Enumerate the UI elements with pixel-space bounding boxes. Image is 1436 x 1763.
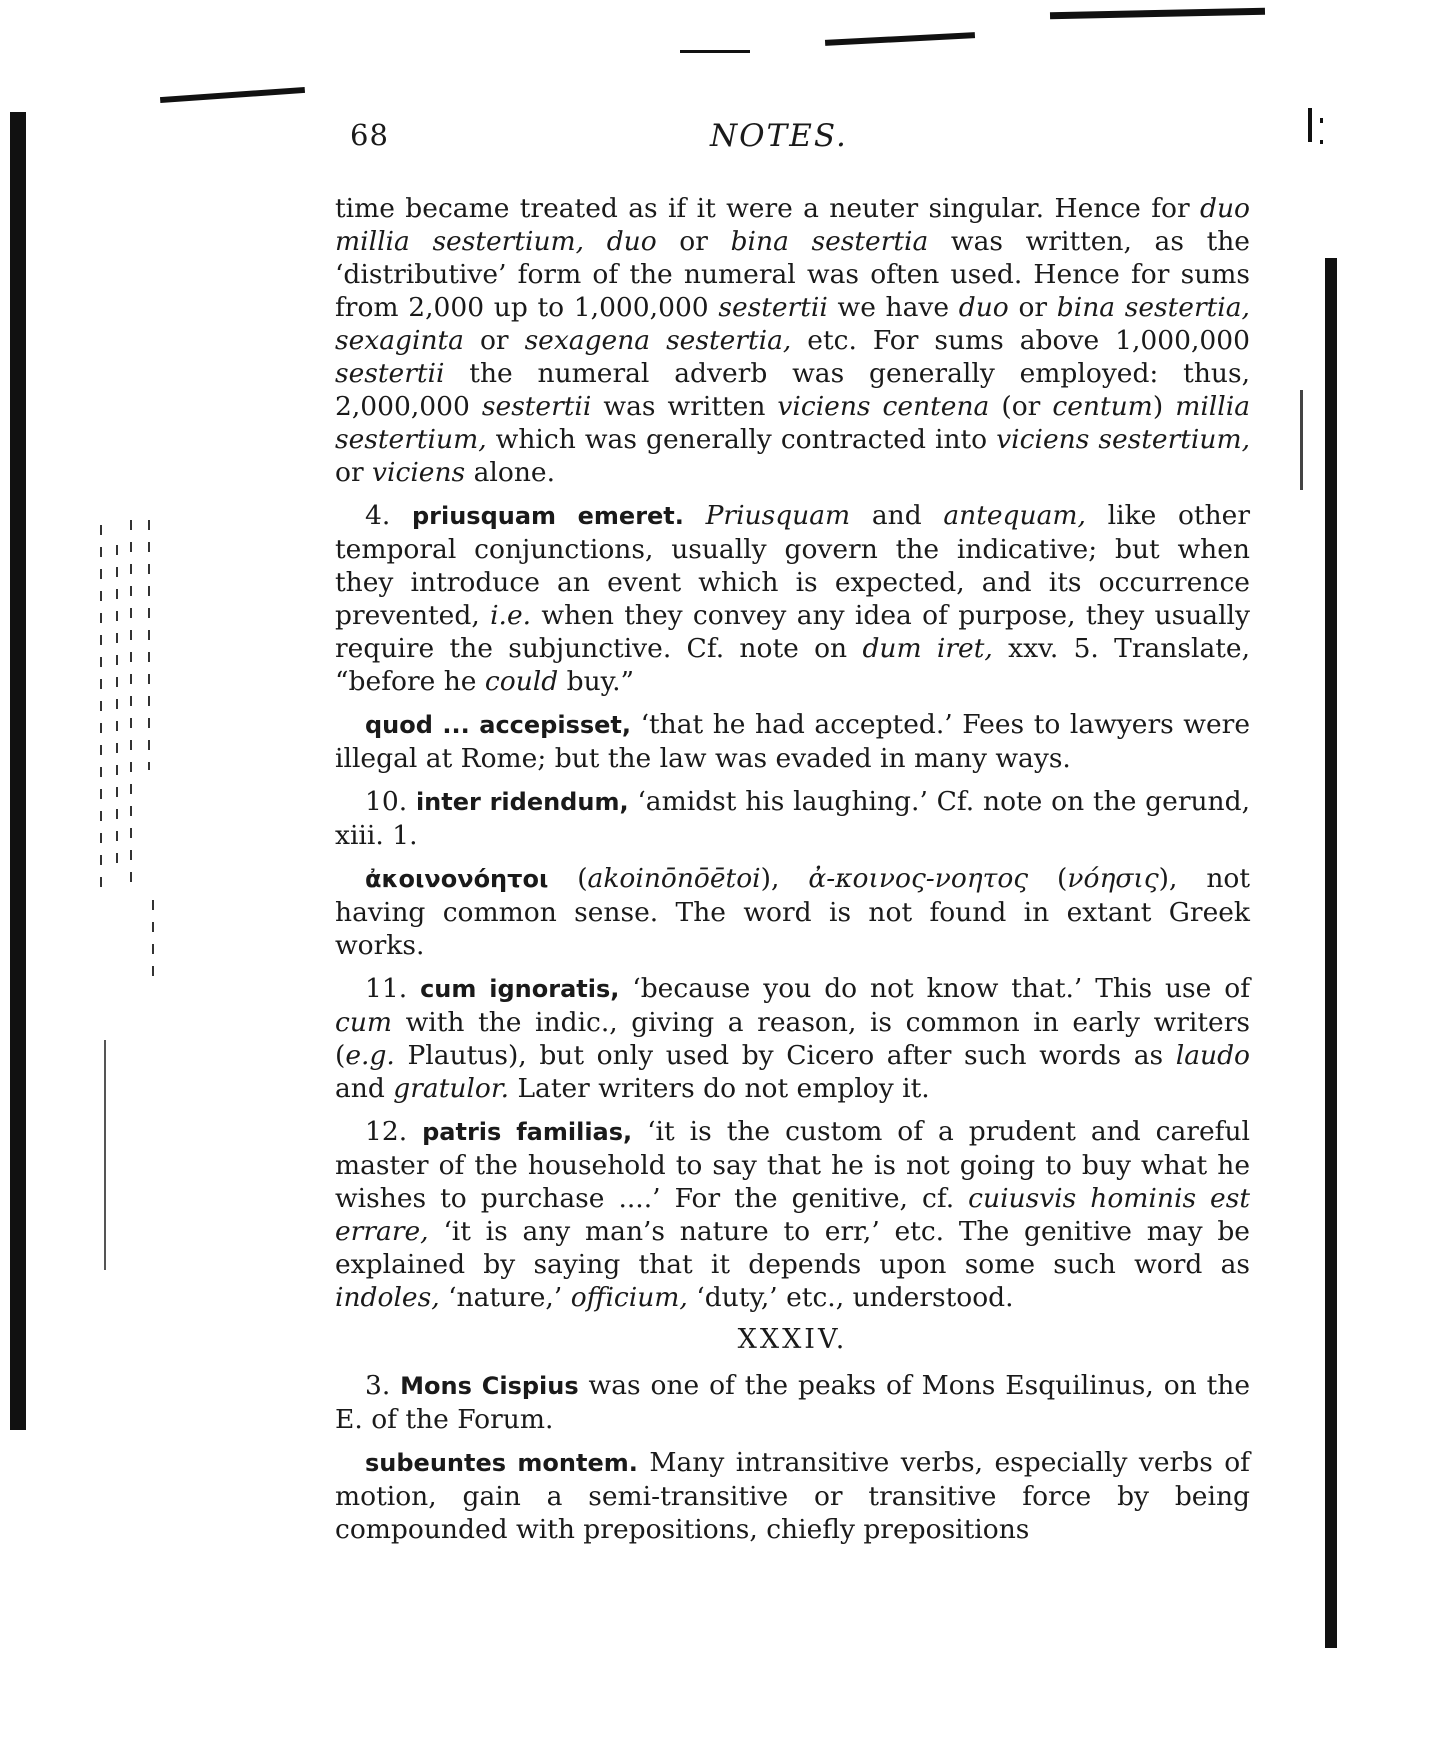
scan-dot-right-1 [1320,118,1323,123]
paragraph-continuation: time became treated as if it were a neuter singular. Hence for duo millia sestertium, duo or bina sestertia was written, as the ‘distributive’ form of the numeral was often used. Hence for sums from 2,000 up to 1,000,000 sestertii we have duo or bina sestertia, sexaginta or sexagena sestertia, etc. For sums above 1,000,000 sestertii the numeral adverb was generally employed: thus, 2,000,000 sestertii was written viciens centena (or centum) millia sestertium, which was generally contracted into viciens sestertium, or viciens alone. [335,193,1251,488]
scan-mark-top-right [1050,8,1265,20]
section-heading: XXXIV. [737,1324,848,1355]
scan-edge-right [1325,258,1337,1648]
lemma: patris familias, [422,1118,633,1146]
scan-dash-column [100,525,102,895]
lemma: priusquam emeret. [411,502,684,530]
notes-body [335,192,1250,1556]
scan-dash-column [130,520,132,885]
scan-edge-left [10,112,26,1430]
scan-mark-right-top [1308,108,1312,142]
lemma: Mons Cispius [400,1372,579,1400]
note-subeuntes-montem: subeuntes montem. Many intransitive verbs, especially verbs of motion, gain a semi-transitive or transitive force by being compounded with prepositions, chiefly prepositions [335,1447,1250,1545]
scan-mark-top-center [825,32,975,46]
scan-dash-column [116,545,118,865]
note-quod-accepisset: quod ... accepisset, ‘that he had accepted.’ Fees to lawyers were illegal at Rome; but the law was evaded in many ways. [335,709,1250,774]
page-header [350,118,1230,168]
note-priusquam-emeret: 4. priusquam emeret. Priusquam and antequam, like other temporal conjunctions, usually govern the indicative; but when they introduce an event which is expected, and its occurrence prevented, i.e. when they convey any idea of purpose, they usually require the subjunctive. Cf. note on dum iret, xxv. 5. Translate, “before he could buy.” [335,500,1251,697]
scan-mark-top-small [680,50,750,53]
note-mons-cispius: 3. Mons Cispius was one of the peaks of Mons Esquilinus, on the E. of the Forum. [335,1370,1251,1435]
running-title: NOTES. [710,118,848,154]
lemma: quod ... accepisset, [365,711,632,739]
lemma: inter ridendum, [415,788,629,816]
note-greek-word: ἀκοινονόητοι (akoinōnōētoi), ἀ-κοινος-νοητος (νόησις), not having common sense. The word is not found in extant Greek works. [335,863,1251,961]
scan-dash-column [152,900,154,980]
lemma: cum ignoratis, [420,975,620,1003]
page-number: 68 [350,118,389,152]
note-inter-ridendum: 10. inter ridendum, ‘amidst his laughing.’ Cf. note on the gerund, xiii. 1. [335,786,1251,851]
lemma: subeuntes montem. [365,1449,638,1477]
note-patris-familias: 12. patris familias, ‘it is the custom of a prudent and careful master of the household to say that he is not going to buy what he wishes to purchase ....’ For the genitive, cf. cuiusvis hominis est errare, ‘it is any man’s nature to err,’ etc. The genitive may be explained by saying that it depends upon some such word as indoles, ‘nature,’ officium, ‘duty,’ etc., understood. [335,1116,1250,1313]
note-cum-ignoratis: 11. cum ignoratis, ‘because you do not know that.’ This use of cum with the indic., giving a reason, is common in early writers (e.g. Plautus), but only used by Cicero after such words as laudo and gratulor. Later writers do not employ it. [335,973,1251,1104]
lemma: ἀκοινονόητοι [365,865,549,893]
scan-dot-right-2 [1320,140,1323,144]
scan-mark-left-tick [160,87,305,103]
scan-line-right-thin [1300,390,1303,490]
scan-dash-column [148,520,150,770]
scan-line-left-thin [104,1040,106,1270]
